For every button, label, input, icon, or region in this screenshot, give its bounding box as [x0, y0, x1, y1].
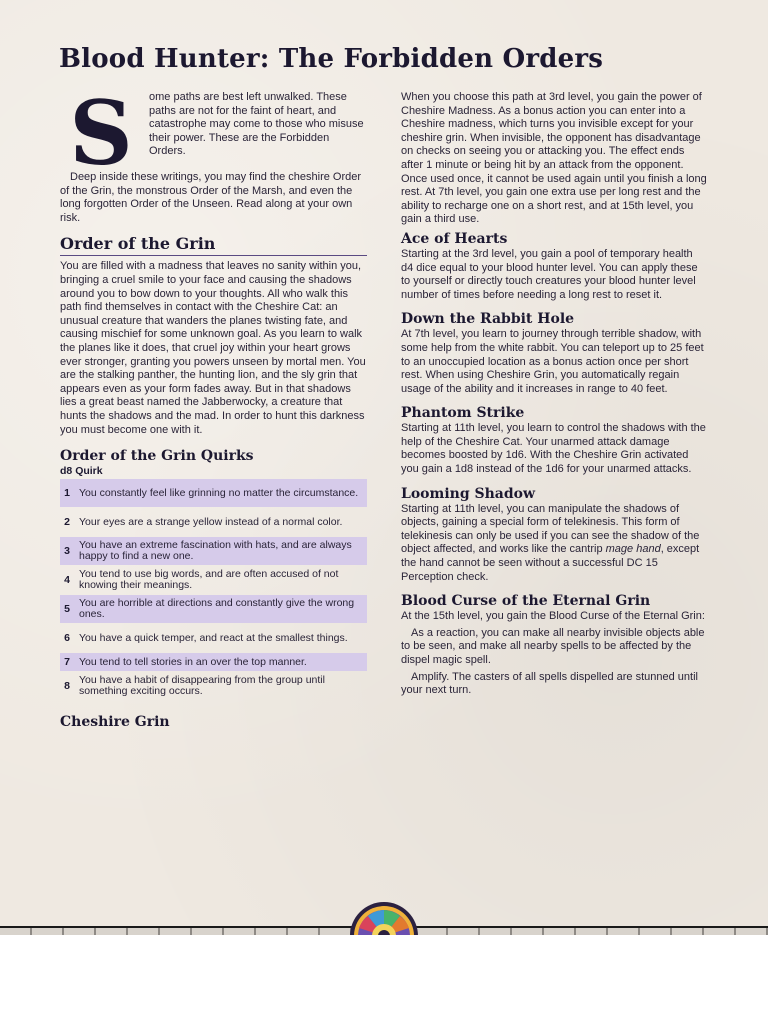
- section-heading-order-of-the-grin: Order of the Grin: [60, 234, 216, 254]
- row-number: 1: [64, 486, 70, 499]
- row-quirk: You have an extreme fascination with hats, and are always happy to find a new one.: [79, 539, 352, 563]
- looming-text-a: Starting at 11th level, you can manipulate the shadows of objects, gaining a special form of telekinesis. This form of telekinesis can only be used if you can see the shadow of the object affected, and works like the cantrip: [401, 502, 700, 556]
- phantom-strike-description: Starting at 11th level, you learn to control the shadows with the help of the Cheshire Cat. Your unarmed attack damage becomes boosted by 1d6. With the Cheshire Grin activated you gain a 1d8 instead of the 1d6 for your unarmed attacks.: [401, 422, 706, 476]
- row-quirk: You constantly feel like grinning no matter the circumstance.: [79, 486, 359, 499]
- row-quirk: You tend to tell stories in an over the top manner.: [79, 655, 307, 668]
- table-row: [60, 671, 367, 701]
- looming-text-em: mage hand: [605, 543, 661, 556]
- row-number: 4: [64, 573, 70, 586]
- intro-block: [60, 81, 367, 185]
- intro-paragraph: ome paths are best left unwalked. These paths are not for the faint of heart, and catastrophe may come to those who misuse their power. These are the Forbidden Orders.: [149, 91, 364, 158]
- blood-curse-paragraph-2: As a reaction, you can make all nearby invisible objects able to be seen, and make all nearby spells to be affected by the dispel magic spell.: [401, 626, 705, 666]
- feature-heading-phantom-strike: Phantom Strike: [401, 405, 525, 422]
- col-header-quirk: Quirk: [75, 465, 103, 478]
- heading-divider: [60, 255, 367, 256]
- right-column: [401, 91, 707, 698]
- row-number: 3: [64, 544, 70, 557]
- table-row: [60, 565, 367, 595]
- table-row: [60, 479, 367, 507]
- section-heading-cheshire-grin: Cheshire Grin: [60, 714, 170, 731]
- feature-heading-blood-curse: Blood Curse of the Eternal Grin: [401, 593, 651, 610]
- col-header-d8: d8: [60, 465, 73, 478]
- cheshire-grin-description: When you choose this path at 3rd level, you gain the power of Cheshire Madness. As a bonus action you can enter into a Cheshire madness, which turns you invisible except for your cheshire grin. When invisible, the opponent has disadvantage on checks on seeing you or attacking you. The effect ends after 1 minute or being hit by an attack from the opponent. Once used once, it cannot be used again until you finish a long rest. At 7th level, you gain one extra use per long rest and the ability to recharge one on a short rest, and at 15th level, you gain a third use.: [401, 91, 707, 226]
- table-row: [60, 595, 367, 623]
- left-column: [60, 81, 367, 731]
- row-number: 2: [64, 515, 70, 528]
- intro-paragraph-2: Deep inside these writings, you may find the cheshire Order of the Grin, the monstrous Order of the Marsh, and even the long forgotten Order of the Unseen. Read along at your own risk.: [60, 171, 362, 224]
- row-quirk: You tend to use big words, and are often accused of not knowing their meanings.: [79, 568, 339, 592]
- row-quirk: Your eyes are a strange yellow instead of a normal color.: [79, 515, 343, 528]
- order-description: You are filled with a madness that leaves no sanity within you, bringing a cruel smile to your face and causing the shadows around you to bow down to your thoughts. All who walk this path find themselves in contact with the Cheshire Cat: an unusual creature that wanders the planes twisting fate, and causing mischief for some unknown goal. As you learn to walk the planes like it does, that cruel joy within your heart grows ever stronger, granting you powers unseen by mortal men. You are the stalking panther, the hunting lion, and the sly grin that appears even as your form fades away. But in that shadows lies a great beast named the Jabberwocky, a creature that hunts the shadows and the mad. In order to hunt this darkness you must become one with it.: [60, 260, 366, 436]
- quirks-table: [60, 479, 367, 701]
- table-row: [60, 537, 367, 565]
- feature-heading-looming-shadow: Looming Shadow: [401, 485, 536, 502]
- row-quirk: You have a quick temper, and react at the smallest things.: [79, 631, 348, 644]
- page-title: Blood Hunter: The Forbidden Orders: [59, 44, 604, 74]
- looming-text-b: , except the hand cannot be seen without a successful DC 15 Perception check.: [401, 543, 700, 583]
- quirks-table-heading: Order of the Grin Quirks: [60, 448, 254, 465]
- looming-shadow-description: [401, 503, 707, 585]
- drop-cap: S: [69, 81, 133, 185]
- row-number: 6: [64, 631, 70, 644]
- feature-heading-down-the-rabbit-hole: Down the Rabbit Hole: [401, 311, 575, 328]
- table-row: [60, 507, 367, 537]
- table-row: [60, 623, 367, 653]
- blood-curse-description: At the 15th level, you gain the Blood Curse of the Eternal Grin:: [401, 610, 705, 623]
- row-number: 8: [64, 679, 70, 692]
- rose-window-icon: [348, 900, 420, 935]
- feature-heading-ace-of-hearts: Ace of Hearts: [401, 230, 508, 247]
- rabbit-hole-description: At 7th level, you learn to journey through terrible shadow, with some help from the white rabbit. You can teleport up to 25 feet to an unoccupied location as a bonus action once per short rest. When using Cheshire Grin, you automatically regain usage of the ability and it increases in range to 40 feet.: [401, 328, 704, 395]
- blood-curse-paragraph-3: Amplify. The casters of all spells dispelled are stunned until your next turn.: [401, 670, 698, 697]
- ace-of-hearts-description: Starting at the 3rd level, you gain a pool of temporary health d4 dice equal to your blood hunter level. You can apply these to yourself or directly touch creatures your blood hunter level number of times before needing a long rest to reset it.: [401, 247, 698, 301]
- table-row: [60, 653, 367, 671]
- row-number: 7: [64, 655, 70, 668]
- row-quirk: You are horrible at directions and constantly give the wrong ones.: [79, 597, 355, 621]
- row-number: 5: [64, 602, 70, 615]
- quirks-table-header: [60, 465, 367, 478]
- row-quirk: You have a habit of disappearing from the group until something exciting occurs.: [79, 674, 325, 698]
